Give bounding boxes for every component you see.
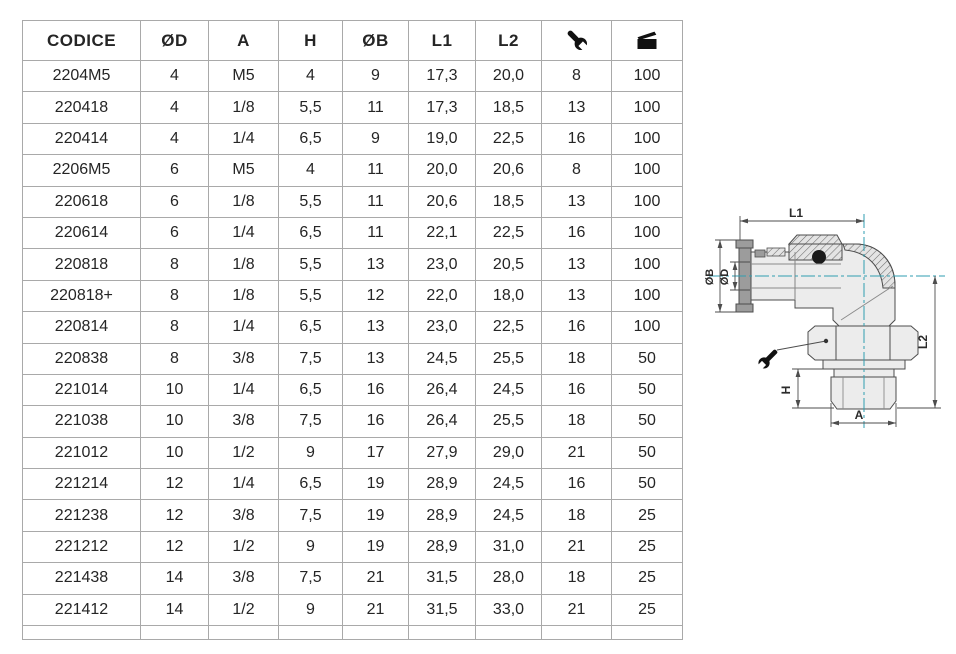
table-cell: 10 (141, 437, 209, 468)
table-cell: 1/4 (209, 374, 279, 405)
table-cell: 25 (612, 563, 683, 594)
table-cell: 13 (343, 312, 409, 343)
table-row-partial (23, 626, 683, 640)
table-cell: 17,3 (409, 61, 476, 92)
table-cell: 1/2 (209, 594, 279, 625)
table-cell: 7,5 (279, 563, 343, 594)
table-cell (542, 626, 612, 640)
table-cell: 100 (612, 280, 683, 311)
fitting-body (736, 235, 918, 409)
table-cell: 4 (279, 61, 343, 92)
table-cell: 8 (141, 343, 209, 374)
table-cell: 25 (612, 500, 683, 531)
table-cell: 2204M5 (23, 61, 141, 92)
table-cell: 221014 (23, 374, 141, 405)
table-cell: 20,6 (409, 186, 476, 217)
table-cell: M5 (209, 155, 279, 186)
table-cell: 10 (141, 406, 209, 437)
header-a: A (209, 21, 279, 61)
table-cell: 16 (343, 374, 409, 405)
header-h: H (279, 21, 343, 61)
table-cell (343, 626, 409, 640)
table-cell: 4 (141, 92, 209, 123)
table-cell: 100 (612, 186, 683, 217)
table-cell: 1/4 (209, 217, 279, 248)
table-cell: 12 (343, 280, 409, 311)
table-cell: 221012 (23, 437, 141, 468)
table-cell: 1/2 (209, 531, 279, 562)
table-cell: 24,5 (476, 374, 542, 405)
table-cell: 14 (141, 594, 209, 625)
table-cell: 29,0 (476, 437, 542, 468)
table-cell: 25 (612, 594, 683, 625)
dim-label-ob: ØB (704, 268, 716, 286)
table-cell: 8 (141, 312, 209, 343)
table-cell: 10 (141, 374, 209, 405)
table-cell: 220814 (23, 312, 141, 343)
table-cell: 22,5 (476, 312, 542, 343)
table-cell: 18 (542, 500, 612, 531)
table-cell: 12 (141, 531, 209, 562)
table-cell: 20,0 (476, 61, 542, 92)
table-cell: 6,5 (279, 312, 343, 343)
header-row (23, 21, 683, 61)
table-cell: 12 (141, 469, 209, 500)
table-cell: 220818+ (23, 280, 141, 311)
header-codice: CODICE (23, 21, 141, 61)
table-cell: M5 (209, 61, 279, 92)
wrench-icon (563, 28, 591, 54)
table-cell: 27,9 (409, 437, 476, 468)
table-cell: 11 (343, 92, 409, 123)
table-cell: 1/4 (209, 469, 279, 500)
fittings-table-container (22, 20, 682, 640)
table-cell: 22,0 (409, 280, 476, 311)
table-cell: 100 (612, 92, 683, 123)
table-body (23, 61, 683, 640)
table-cell: 31,5 (409, 563, 476, 594)
table-cell: 100 (612, 217, 683, 248)
table-cell: 1/8 (209, 249, 279, 280)
table-cell: 9 (279, 437, 343, 468)
table-cell: 20,6 (476, 155, 542, 186)
dim-label-od: ØD (719, 268, 731, 286)
header-l1: L1 (409, 21, 476, 61)
table-cell: 20,5 (476, 249, 542, 280)
table-cell: 11 (343, 217, 409, 248)
table-cell: 100 (612, 61, 683, 92)
table-cell: 9 (343, 123, 409, 154)
table-cell: 100 (612, 312, 683, 343)
table-cell: 17,3 (409, 92, 476, 123)
table-cell: 50 (612, 343, 683, 374)
table-cell: 220838 (23, 343, 141, 374)
table-cell: 7,5 (279, 500, 343, 531)
table-cell: 25 (612, 531, 683, 562)
table-cell: 18 (542, 406, 612, 437)
table-cell: 17 (343, 437, 409, 468)
table-cell: 18 (542, 343, 612, 374)
header-package (612, 21, 683, 61)
table-cell: 221214 (23, 469, 141, 500)
dim-label-h: H (779, 385, 793, 395)
table-row (23, 217, 683, 248)
table-cell: 31,5 (409, 594, 476, 625)
table-row (23, 374, 683, 405)
table-row (23, 469, 683, 500)
table-row (23, 61, 683, 92)
table-cell: 6,5 (279, 374, 343, 405)
table-cell: 13 (542, 280, 612, 311)
table-cell: 1/8 (209, 92, 279, 123)
table-cell: 19 (343, 469, 409, 500)
table-cell: 18,0 (476, 280, 542, 311)
table-cell (409, 626, 476, 640)
table-cell: 28,9 (409, 531, 476, 562)
table-cell: 5,5 (279, 186, 343, 217)
table-cell: 50 (612, 374, 683, 405)
table-cell: 18,5 (476, 92, 542, 123)
table-cell: 16 (542, 312, 612, 343)
table-cell: 31,0 (476, 531, 542, 562)
dim-label-l2: L2 (916, 334, 930, 350)
table-row (23, 155, 683, 186)
table-cell: 25,5 (476, 406, 542, 437)
table-cell: 13 (343, 343, 409, 374)
table-cell: 1/8 (209, 186, 279, 217)
table-cell: 6 (141, 217, 209, 248)
header-od: ØD (141, 21, 209, 61)
table-row (23, 500, 683, 531)
table-cell: 11 (343, 155, 409, 186)
table-cell: 3/8 (209, 343, 279, 374)
table-cell: 5,5 (279, 92, 343, 123)
table-cell: 100 (612, 249, 683, 280)
fitting-diagram (693, 186, 953, 448)
table-cell: 1/2 (209, 437, 279, 468)
table-cell: 2206M5 (23, 155, 141, 186)
table-cell: 221412 (23, 594, 141, 625)
table-cell: 18,5 (476, 186, 542, 217)
dim-label-l1: L1 (788, 206, 804, 220)
table-cell: 50 (612, 406, 683, 437)
table-cell: 8 (141, 280, 209, 311)
table-cell: 50 (612, 437, 683, 468)
table-cell: 33,0 (476, 594, 542, 625)
table-row (23, 531, 683, 562)
table-cell: 7,5 (279, 343, 343, 374)
table-cell: 220618 (23, 186, 141, 217)
table-cell (476, 626, 542, 640)
table-cell: 21 (542, 594, 612, 625)
table-cell: 4 (279, 155, 343, 186)
table-cell: 28,9 (409, 500, 476, 531)
fittings-table (22, 20, 683, 640)
table-cell: 5,5 (279, 280, 343, 311)
table-cell: 12 (141, 500, 209, 531)
table-cell: 19,0 (409, 123, 476, 154)
table-row (23, 563, 683, 594)
table-cell: 13 (542, 186, 612, 217)
table-cell: 24,5 (476, 469, 542, 500)
table-cell: 5,5 (279, 249, 343, 280)
table-row (23, 280, 683, 311)
table-cell: 220614 (23, 217, 141, 248)
table-cell: 4 (141, 123, 209, 154)
table-cell: 6,5 (279, 469, 343, 500)
table-cell: 16 (542, 217, 612, 248)
table-cell: 221212 (23, 531, 141, 562)
table-cell: 8 (542, 61, 612, 92)
table-cell: 100 (612, 155, 683, 186)
table-cell: 20,0 (409, 155, 476, 186)
table-cell: 221038 (23, 406, 141, 437)
table-row (23, 594, 683, 625)
table-cell: 6 (141, 186, 209, 217)
table-cell: 21 (343, 563, 409, 594)
table-cell: 21 (343, 594, 409, 625)
table-cell: 16 (542, 469, 612, 500)
table-cell: 21 (542, 531, 612, 562)
table-cell: 28,9 (409, 469, 476, 500)
table-cell: 3/8 (209, 406, 279, 437)
table-cell: 22,5 (476, 217, 542, 248)
table-cell: 18 (542, 563, 612, 594)
table-header (23, 21, 683, 61)
table-cell: 3/8 (209, 563, 279, 594)
table-row (23, 123, 683, 154)
table-cell: 25,5 (476, 343, 542, 374)
table-cell: 19 (343, 500, 409, 531)
table-row (23, 406, 683, 437)
table-cell: 23,0 (409, 312, 476, 343)
table-cell: 24,5 (476, 500, 542, 531)
table-cell: 8 (542, 155, 612, 186)
table-cell: 100 (612, 123, 683, 154)
table-cell: 22,5 (476, 123, 542, 154)
table-cell: 6,5 (279, 123, 343, 154)
table-cell (209, 626, 279, 640)
header-ob: ØB (343, 21, 409, 61)
package-icon (632, 28, 662, 53)
table-cell: 7,5 (279, 406, 343, 437)
table-row (23, 92, 683, 123)
table-cell: 4 (141, 61, 209, 92)
table-cell: 11 (343, 186, 409, 217)
table-cell: 6 (141, 155, 209, 186)
table-cell (141, 626, 209, 640)
table-cell: 9 (279, 531, 343, 562)
table-cell: 16 (343, 406, 409, 437)
table-cell: 6,5 (279, 217, 343, 248)
table-cell: 220414 (23, 123, 141, 154)
header-wrench (542, 21, 612, 61)
table-cell: 220418 (23, 92, 141, 123)
table-cell: 26,4 (409, 374, 476, 405)
table-cell (23, 626, 141, 640)
table-cell: 50 (612, 469, 683, 500)
table-cell: 22,1 (409, 217, 476, 248)
table-cell: 26,4 (409, 406, 476, 437)
table-cell: 13 (542, 92, 612, 123)
table-cell: 220818 (23, 249, 141, 280)
table-row (23, 312, 683, 343)
table-cell: 19 (343, 531, 409, 562)
table-cell: 1/8 (209, 280, 279, 311)
table-cell: 14 (141, 563, 209, 594)
table-cell: 221438 (23, 563, 141, 594)
table-row (23, 343, 683, 374)
table-cell: 13 (343, 249, 409, 280)
table-cell: 3/8 (209, 500, 279, 531)
table-cell: 21 (542, 437, 612, 468)
table-row (23, 437, 683, 468)
table-cell (612, 626, 683, 640)
table-cell: 16 (542, 374, 612, 405)
table-cell: 23,0 (409, 249, 476, 280)
table-cell: 9 (279, 594, 343, 625)
table-cell: 9 (343, 61, 409, 92)
header-l2: L2 (476, 21, 542, 61)
table-row (23, 186, 683, 217)
table-cell: 1/4 (209, 123, 279, 154)
table-cell: 1/4 (209, 312, 279, 343)
table-cell (279, 626, 343, 640)
table-cell: 221238 (23, 500, 141, 531)
table-cell: 24,5 (409, 343, 476, 374)
table-cell: 8 (141, 249, 209, 280)
table-row (23, 249, 683, 280)
table-cell: 28,0 (476, 563, 542, 594)
dim-label-a: A (854, 408, 864, 422)
table-cell: 16 (542, 123, 612, 154)
table-cell: 13 (542, 249, 612, 280)
